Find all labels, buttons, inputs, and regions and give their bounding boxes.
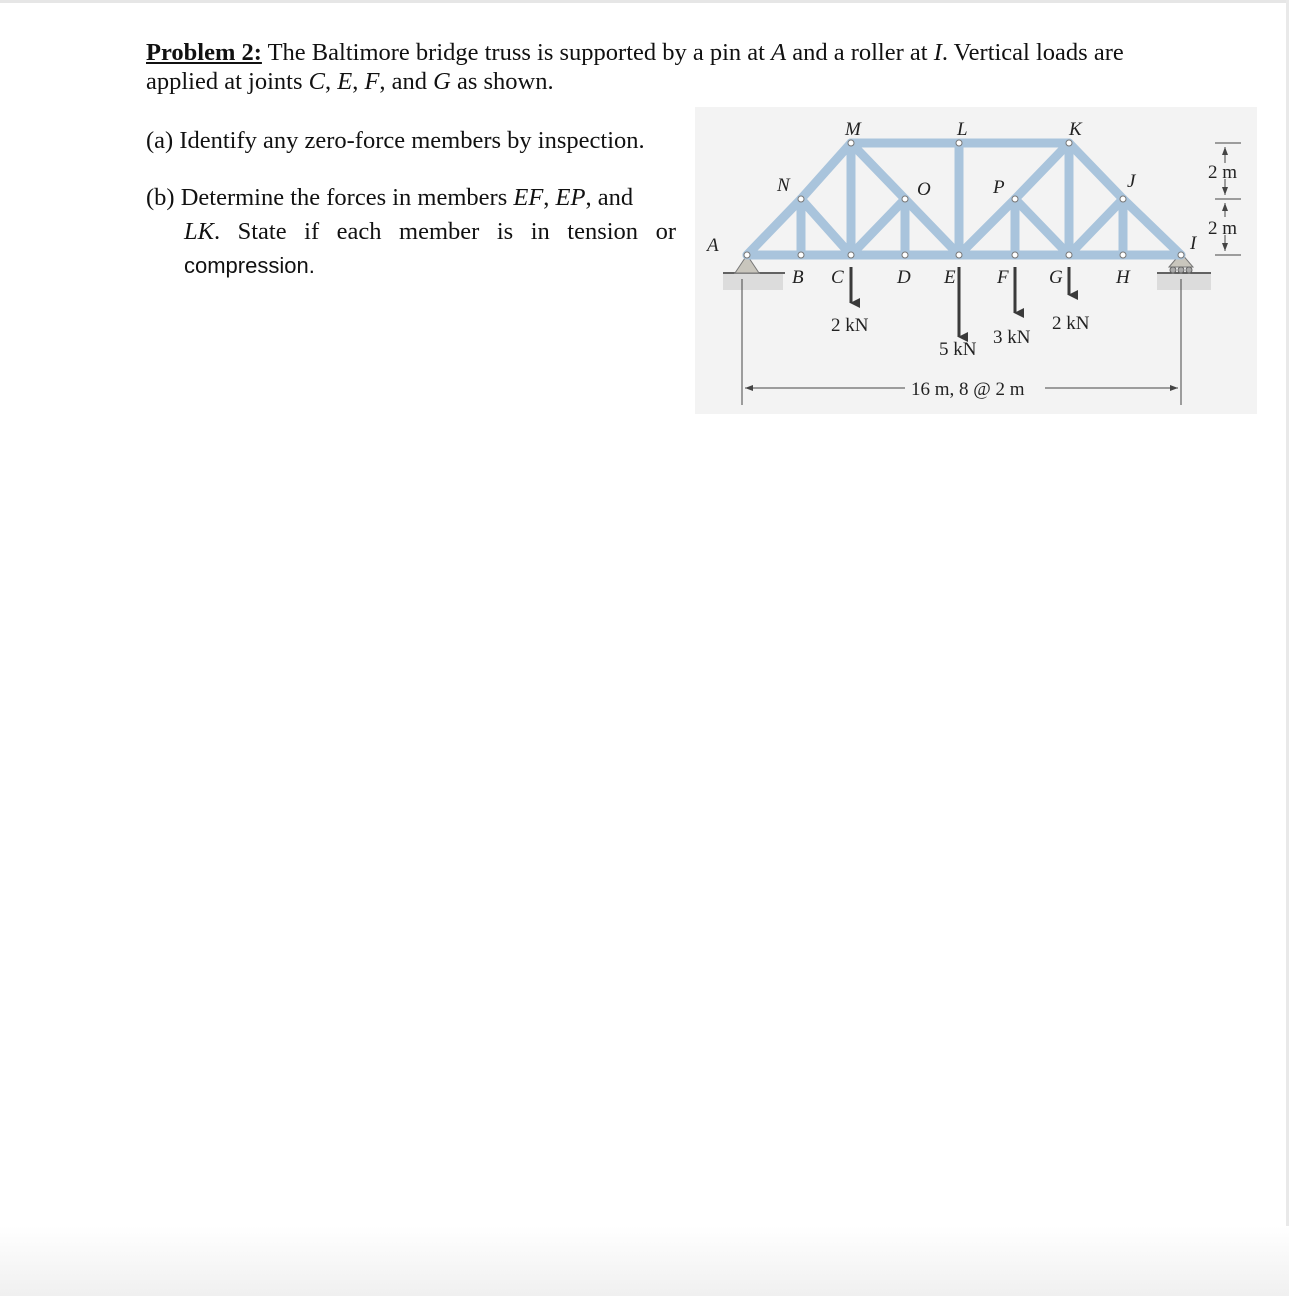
part-a: (a) Identify any zero-force members by inspection. (146, 127, 645, 154)
height-dimension-upper: 2 m (1208, 162, 1238, 183)
label-M: M (845, 119, 861, 140)
part-b-line3: compression. (184, 253, 315, 278)
truss-diagram (695, 107, 1257, 414)
label-N: N (777, 175, 790, 196)
label-O: O (917, 179, 931, 200)
label-B: B (792, 267, 804, 288)
part-b-line2: LK. State if each member is in tension or (184, 218, 676, 245)
label-F: F (997, 267, 1009, 288)
page-top-edge (0, 0, 1289, 3)
figure-background (695, 107, 1257, 414)
truss-figure (695, 107, 1257, 414)
height-dimension-lower: 2 m (1208, 218, 1238, 239)
label-K: K (1069, 119, 1082, 140)
label-I: I (1190, 233, 1197, 254)
label-C: C (831, 267, 844, 288)
load-label-F: 3 kN (993, 327, 1031, 348)
label-D: D (897, 267, 911, 288)
load-label-G: 2 kN (1052, 313, 1090, 334)
label-J: J (1127, 171, 1136, 192)
label-H: H (1116, 267, 1130, 288)
load-label-C: 2 kN (831, 315, 869, 336)
label-G: G (1049, 267, 1063, 288)
label-P: P (993, 177, 1005, 198)
span-dimension: 16 m, 8 @ 2 m (911, 379, 1025, 400)
problem-statement: Problem 2: The Baltimore bridge truss is supported by a pin at A and a roller at I. Vertical loads are applied at joints C, E, F, and G as shown. (146, 39, 1124, 95)
problem-label: Problem 2: (146, 39, 262, 66)
load-label-E: 5 kN (939, 339, 977, 360)
page-bottom-shade (0, 1226, 1289, 1296)
part-b: (b) Determine the forces in members EF, EP, and LK. State if each member is in tension or compression. (146, 181, 676, 283)
label-A: A (707, 235, 719, 256)
label-L: L (957, 119, 968, 140)
label-E: E (944, 267, 956, 288)
